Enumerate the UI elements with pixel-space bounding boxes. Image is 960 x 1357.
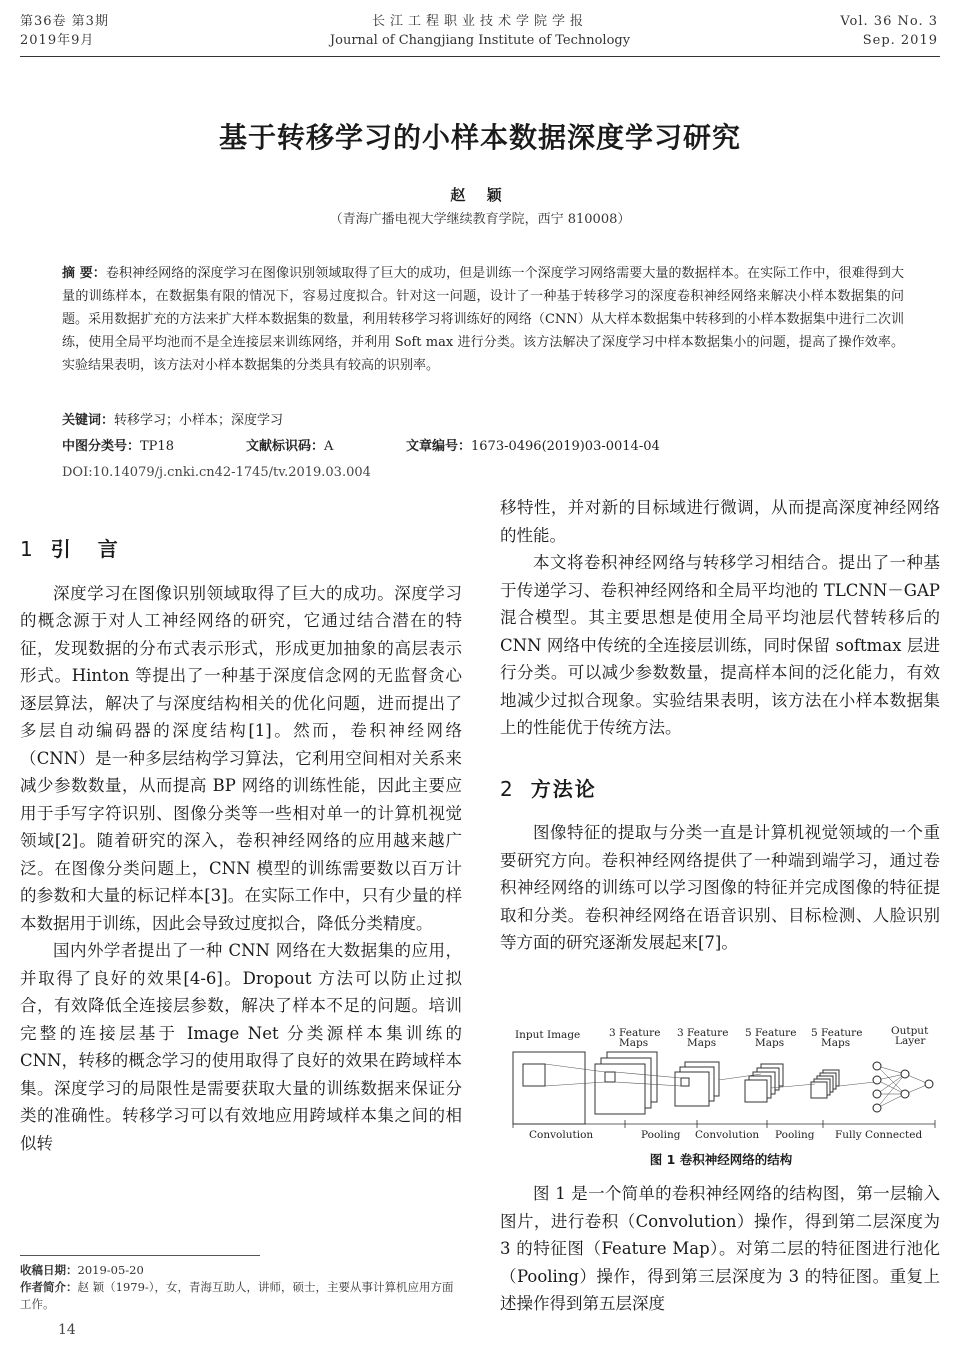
fully-connected-network bbox=[873, 1062, 933, 1112]
section-1-heading bbox=[20, 536, 462, 564]
doc-code-label: 文献标识码： bbox=[246, 439, 325, 454]
keywords-text: 转移学习；小样本；深度学习 bbox=[114, 413, 284, 428]
figure-1-caption: 图 1 卷积神经网络的结构 bbox=[649, 1152, 793, 1167]
abstract-text: 卷积神经网络的深度学习在图像识别领域取得了巨大的成功，但是训练一个深度学习网络需要大量的数据样本。在实际工作中，很难得到大量的训练样本，在数据集有限的情况下，容易过度拟合。针对这一问题，设计了一种基于转移学习的深度卷积神经网络来解决小样本数据集的问题。采用数据扩充的方法来扩大样本数据集的数量，利用转移学习将训练好的网络（CNN）从大样本数据集中转移到的小样本数据集中进行二次训练，使用全局平均池而不是全连接层来训练网络，并利用 Soft max 进行分类。该方法解决了深度学习中样本数据集小的问题，提高了操作效率。实验结果表明，该方法对小样本数据集的分类具有较高的识别率。 bbox=[62, 266, 904, 373]
input-image-box bbox=[513, 1052, 585, 1124]
footnote bbox=[20, 1262, 462, 1313]
label-convolution-1: Convolution bbox=[529, 1129, 594, 1141]
doi: DOI:10.14079/j.cnki.cn42-1745/tv.2019.03.004 bbox=[62, 465, 371, 480]
publication-date: 2019年9月 bbox=[20, 33, 95, 48]
page-number: 14 bbox=[58, 1322, 76, 1338]
header-rule bbox=[20, 56, 940, 57]
label-output-a: Output bbox=[891, 1025, 929, 1037]
paper-title: 基于转移学习的小样本数据深度学习研究 bbox=[218, 121, 741, 154]
label-fm2-a: 3 Feature bbox=[677, 1027, 729, 1039]
figure-1 bbox=[505, 1022, 937, 1148]
right-column bbox=[500, 494, 940, 957]
received-label: 收稿日期： bbox=[20, 1263, 78, 1277]
label-output-b: Layer bbox=[895, 1035, 926, 1047]
author-bio-label: 作者简介： bbox=[20, 1280, 78, 1294]
label-pooling-2: Pooling bbox=[775, 1129, 815, 1141]
intro-paragraph-continued: 移特性，并对新的目标域进行微调，从而提高深度神经网络的性能。 bbox=[500, 498, 940, 545]
method-paragraph-1: 图像特征的提取与分类一直是计算机视觉领域的一个重要研究方向。卷积神经网络提供了一种端到端学习，通过卷积神经网络的训练可以学习图像的特征并完成图像的特征提取和分类。卷积神经网络在语音识别、目标检测、人脸识别等方面的研究逐渐发展起来[7]。 bbox=[500, 823, 940, 952]
intro-paragraph-3: 本文将卷积神经网络与转移学习相结合。提出了一种基于传递学习、卷积神经网络和全局平均池的 TLCNN－GAP 混合模型。其主要思想是使用全局平均池层代替转移后的 CNN 网络中传统的全连接层训练，同时保留 softmax 层进行分类。可以减少参数数量，提高样本间的泛化能力，有效地减少过拟合现象。实验结果表明，该方法在小样本数据集上的性能优于传统方法。 bbox=[500, 553, 940, 737]
journal-name-cn: 长江工程职业技术学院学报 bbox=[371, 14, 588, 29]
label-input-image: Input Image bbox=[515, 1029, 581, 1041]
method-paragraph-2: 图 1 是一个简单的卷积神经网络的结构图，第一层输入图片，进行卷积（Convolution）操作，得到第二层深度为 3 的特征图（Feature Map）。对第二层的特征图进行池化（Pooling）操作，得到第三层深度为 3 的特征图。重复上述操作得到第五层深度 bbox=[500, 1184, 940, 1313]
running-header-center bbox=[0, 12, 960, 50]
left-column bbox=[20, 536, 462, 1157]
feature-maps-4 bbox=[811, 1070, 839, 1098]
volume-issue-en: Vol. 36 No. 3 bbox=[840, 14, 938, 29]
classification-line bbox=[62, 437, 904, 457]
label-convolution-2: Convolution bbox=[695, 1129, 760, 1141]
running-header-right bbox=[840, 12, 938, 50]
intro-paragraph-2: 国内外学者提出了一种 CNN 网络在大数据集的应用，并取得了良好的效果[4-6]。Dropout 方法可以防止过拟合，有效降低全连接层参数，解决了样本不足的问题。培训完整的连接层基于 Image Net 分类源样本集训练的 CNN，转移的概念学习的使用取得了良好的效果在跨域样本集。深度学习的局限性是需要获取大量的训练数据来保证分类的准确性。转移学习可以有效地应用跨域样本集之间的相似转 bbox=[20, 941, 462, 1153]
intro-paragraph-1: 深度学习在图像识别领域取得了巨大的成功。深度学习的概念源于对人工神经网络的研究，它通过结合潜在的特征，发现数据的分布式表示形式，形成更加抽象的高层表示形式。Hinton 等提出了一种基于深度信念网的无监督贪心逐层算法，解决了与深度结构相关的优化问题，进而提出了多层自动编码器的深度结构[1]。然而，卷积神经网络（CNN）是一种多层结构学习算法，它利用空间相对关系来减少参数数量，从而提高 BP 网络的训练性能，因此主要应用于手写字符识别、图像分类等一些相对单一的计算机视觉领域[2]。随着研究的深入，卷积神经网络的应用越来越广泛。在图像分类问题上，CNN 模型的训练需要数以百万计的参数和大量的标记样本[3]。在实际工作中，只有少量的样本数据用于训练，因此会导致过度拟合，降低分类精度。 bbox=[20, 583, 462, 933]
publication-date-en: Sep. 2019 bbox=[862, 33, 938, 48]
section-2-heading bbox=[500, 776, 940, 804]
label-pooling-1: Pooling bbox=[641, 1129, 681, 1141]
section-2-title: 方法论 bbox=[530, 776, 597, 801]
label-fm1-b: Maps bbox=[619, 1037, 649, 1049]
abstract bbox=[62, 262, 904, 377]
label-fm4-a: 5 Feature bbox=[811, 1027, 863, 1039]
clc-value: TP18 bbox=[140, 439, 174, 454]
feature-maps-1 bbox=[595, 1052, 657, 1114]
footnote-rule bbox=[20, 1255, 260, 1256]
label-fm3-b: Maps bbox=[755, 1037, 785, 1049]
section-2-number: 2 bbox=[500, 776, 513, 801]
right-column-lower bbox=[500, 1180, 940, 1318]
journal-name-en: Journal of Changjiang Institute of Technology bbox=[329, 33, 631, 48]
section-1-title: 引 言 bbox=[50, 537, 128, 561]
article-number-label: 文章编号： bbox=[406, 439, 472, 454]
keywords bbox=[62, 411, 283, 431]
received-date: 2019-05-20 bbox=[77, 1263, 144, 1277]
label-fully-connected: Fully Connected bbox=[835, 1129, 923, 1141]
abstract-label: 摘 要： bbox=[62, 266, 106, 281]
label-fm4-b: Maps bbox=[821, 1037, 851, 1049]
clc-label: 中图分类号： bbox=[62, 439, 141, 454]
article-number-value: 1673-0496(2019)03-0014-04 bbox=[471, 439, 660, 454]
volume-issue: 第36卷 第3期 bbox=[20, 14, 109, 29]
doc-code-value: A bbox=[324, 439, 334, 454]
section-1-number: 1 bbox=[20, 537, 33, 561]
author-name: 赵 颖 bbox=[450, 186, 510, 204]
cnn-architecture-diagram bbox=[505, 1022, 937, 1144]
author-affiliation: （青海广播电视大学继续教育学院，西宁 810008） bbox=[329, 212, 631, 227]
author-bio: 赵 颖（1979-），女，青海互助人，讲师，硕士，主要从事计算机应用方面工作。 bbox=[20, 1280, 454, 1311]
label-fm3-a: 5 Feature bbox=[745, 1027, 797, 1039]
feature-maps-3 bbox=[745, 1064, 783, 1102]
keywords-label: 关键词： bbox=[62, 413, 115, 428]
feature-maps-2 bbox=[675, 1062, 719, 1106]
label-fm2-b: Maps bbox=[687, 1037, 717, 1049]
label-fm1-a: 3 Feature bbox=[609, 1027, 661, 1039]
